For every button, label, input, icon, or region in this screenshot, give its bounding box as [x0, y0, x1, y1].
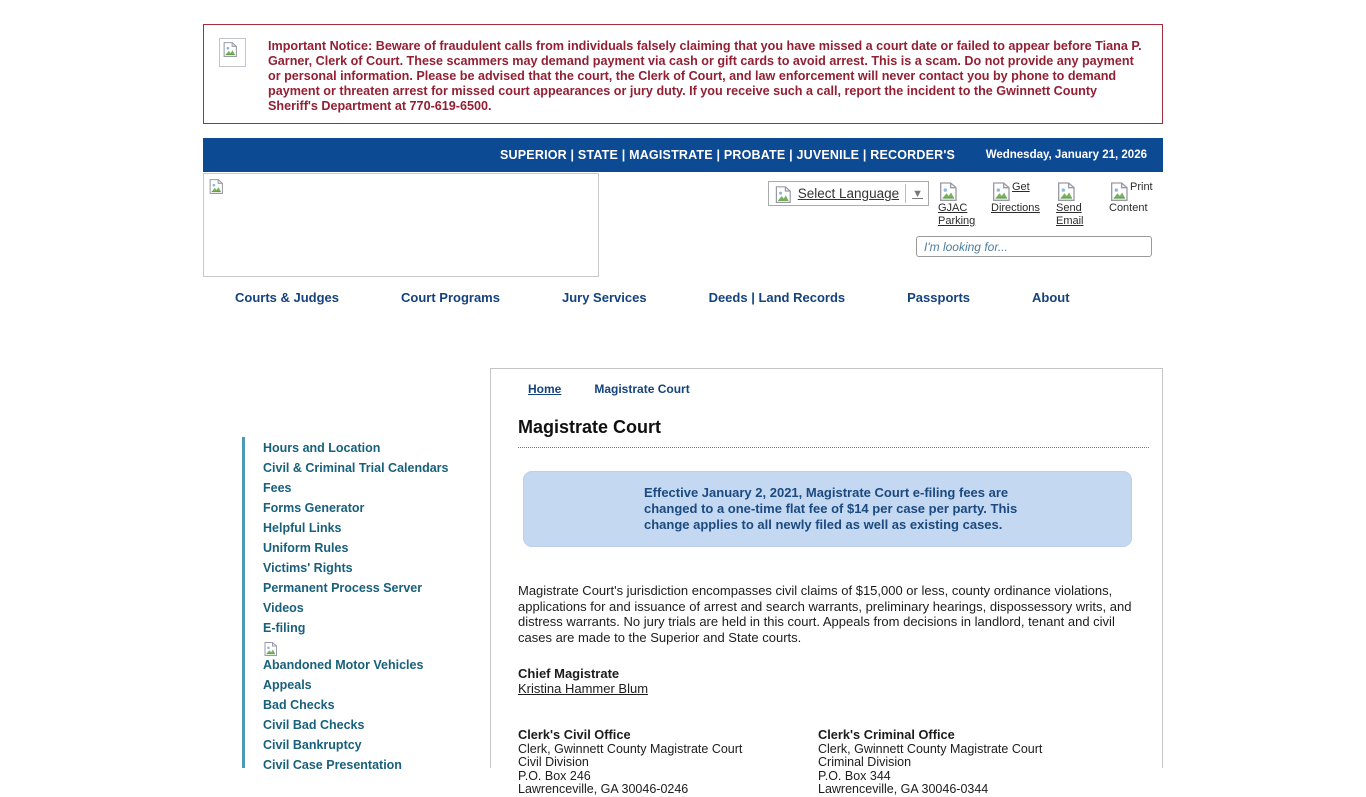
broken-image-icon: [208, 178, 224, 194]
clerk-offices: [518, 728, 1162, 797]
nav-passports[interactable]: Passports: [907, 290, 971, 305]
page: [203, 0, 1163, 796]
sidebar-item-victims-rights[interactable]: Victims' Rights: [263, 561, 353, 575]
current-date: Wednesday, January 21, 2026: [985, 149, 1147, 161]
main-navigation: [235, 290, 1070, 305]
header-tools: [768, 181, 1155, 228]
language-selector-label[interactable]: Select Language: [797, 186, 900, 201]
court-type-bar: [203, 138, 1163, 172]
sidebar-menu: [263, 437, 482, 778]
criminal-office-line: P.O. Box 344: [818, 768, 891, 783]
print-content-label: Print Content: [1109, 181, 1153, 214]
sidebar-item-videos[interactable]: Videos: [263, 601, 304, 615]
page-title: Magistrate Court: [518, 417, 1149, 448]
main-content-panel: [490, 368, 1163, 796]
chief-magistrate-link[interactable]: Kristina Hammer Blum: [518, 681, 649, 696]
criminal-office-line: Criminal Division: [818, 755, 912, 769]
broken-image-icon: [219, 38, 246, 67]
sidebar-item-civil-bankruptcy[interactable]: Civil Bankruptcy: [263, 738, 362, 752]
breadcrumb-current: Magistrate Court: [594, 382, 690, 396]
chevron-down-icon[interactable]: ▼: [912, 187, 923, 200]
print-content-link[interactable]: [1109, 181, 1155, 215]
send-email-label: Send Email: [1056, 202, 1084, 227]
broken-image-icon: [991, 181, 1011, 201]
broken-image-icon: [774, 185, 792, 203]
get-directions-link[interactable]: [991, 181, 1047, 215]
sidebar: [242, 437, 482, 778]
site-logo[interactable]: [203, 173, 599, 277]
sidebar-item-bad-checks[interactable]: Bad Checks: [263, 698, 335, 712]
sidebar-item-civil-case-presentation[interactable]: Civil Case Presentation: [263, 758, 402, 772]
chief-magistrate-heading: Chief Magistrate: [518, 666, 620, 681]
efiling-fee-alert: Effective January 2, 2021, Magistrate Court e-filing fees are changed to a one-time flat fee of $14 per case per party. This change applies to all newly filed as well as existing cases.: [523, 471, 1132, 547]
nav-deeds-land-records[interactable]: Deeds | Land Records: [708, 290, 846, 305]
civil-office-line: P.O. Box 246: [518, 768, 591, 783]
important-notice-text: Important Notice: Beware of fraudulent calls from individuals falsely claiming that you have missed a court date or failed to appear before Tiana P. Garner, Clerk of Court. These scammers may demand payment via cash or gift cards to avoid arrest. This is a scam. Do not provide any payment or personal information. Please be advised that the court, the Clerk of Court, and law enforcement will never contact you by phone to demand payment or threaten arrest for missed court appearances or jury duty. If you receive such a call, report the incident to the Gwinnett County Sheriff's Department at 770-619-6500.: [268, 39, 1142, 113]
broken-image-icon: [938, 181, 958, 201]
civil-office-heading: Clerk's Civil Office: [518, 727, 631, 742]
language-selector[interactable]: [768, 181, 929, 206]
sidebar-item-civil-bad-checks[interactable]: Civil Bad Checks: [263, 718, 365, 732]
important-notice-box: [203, 24, 1163, 124]
breadcrumb-home-link[interactable]: Home: [528, 382, 562, 396]
gjac-parking-link[interactable]: [938, 181, 982, 228]
criminal-office-heading: Clerk's Criminal Office: [818, 727, 955, 742]
sidebar-item-uniform-rules[interactable]: Uniform Rules: [263, 541, 349, 555]
broken-image-icon: [263, 641, 482, 658]
send-email-link[interactable]: [1056, 181, 1100, 228]
nav-about[interactable]: About: [1032, 290, 1070, 305]
nav-jury-services[interactable]: Jury Services: [561, 290, 647, 305]
get-directions-label: Get Directions: [991, 181, 1040, 214]
sidebar-item-e-filing[interactable]: E-filing: [263, 621, 306, 635]
divider: [905, 184, 906, 203]
gjac-parking-label: GJAC Parking: [938, 202, 976, 227]
criminal-office-line: Clerk, Gwinnett County Magistrate Court: [818, 741, 1043, 756]
nav-courts-judges[interactable]: Courts & Judges: [235, 290, 340, 305]
jurisdiction-paragraph: Magistrate Court's jurisdiction encompasses civil claims of $15,000 or less, county ordinance violations, applications for and issuance of arrest and search warrants, preliminary hearings, dispossessory writs, and distress warrants. No jury trials are held in this court. Appeals from decisions in landlord, tenant and civil cases are made to the Superior and State courts.: [518, 583, 1132, 645]
sidebar-item-permanent-process-server[interactable]: Permanent Process Server: [263, 581, 423, 595]
sidebar-accent-line: [242, 437, 245, 768]
nav-court-programs[interactable]: Court Programs: [401, 290, 500, 305]
sidebar-item-appeals[interactable]: Appeals: [263, 678, 312, 692]
clerks-criminal-office: [818, 728, 1118, 797]
clerks-civil-office: [518, 728, 818, 797]
sidebar-item-hours-and-location[interactable]: Hours and Location: [263, 441, 381, 455]
sidebar-item-trial-calendars[interactable]: Civil & Criminal Trial Calendars: [263, 461, 449, 475]
chief-magistrate-block: [518, 666, 1162, 696]
breadcrumb: [528, 382, 1162, 396]
criminal-office-line: Lawrenceville, GA 30046-0344: [818, 782, 989, 796]
broken-image-icon: [1109, 181, 1129, 201]
civil-office-line: Lawrenceville, GA 30046-0246: [518, 782, 689, 796]
search-input[interactable]: [916, 236, 1152, 257]
sidebar-item-fees[interactable]: Fees: [263, 481, 292, 495]
sidebar-item-abandoned-motor-vehicles[interactable]: Abandoned Motor Vehicles: [263, 658, 424, 672]
civil-office-line: Civil Division: [518, 755, 589, 769]
sidebar-item-helpful-links[interactable]: Helpful Links: [263, 521, 342, 535]
court-type-links[interactable]: SUPERIOR | STATE | MAGISTRATE | PROBATE | JUVENILE | RECORDER'S: [500, 148, 956, 162]
sidebar-item-forms-generator[interactable]: Forms Generator: [263, 501, 365, 515]
broken-image-icon: [1056, 181, 1076, 201]
civil-office-line: Clerk, Gwinnett County Magistrate Court: [518, 741, 743, 756]
